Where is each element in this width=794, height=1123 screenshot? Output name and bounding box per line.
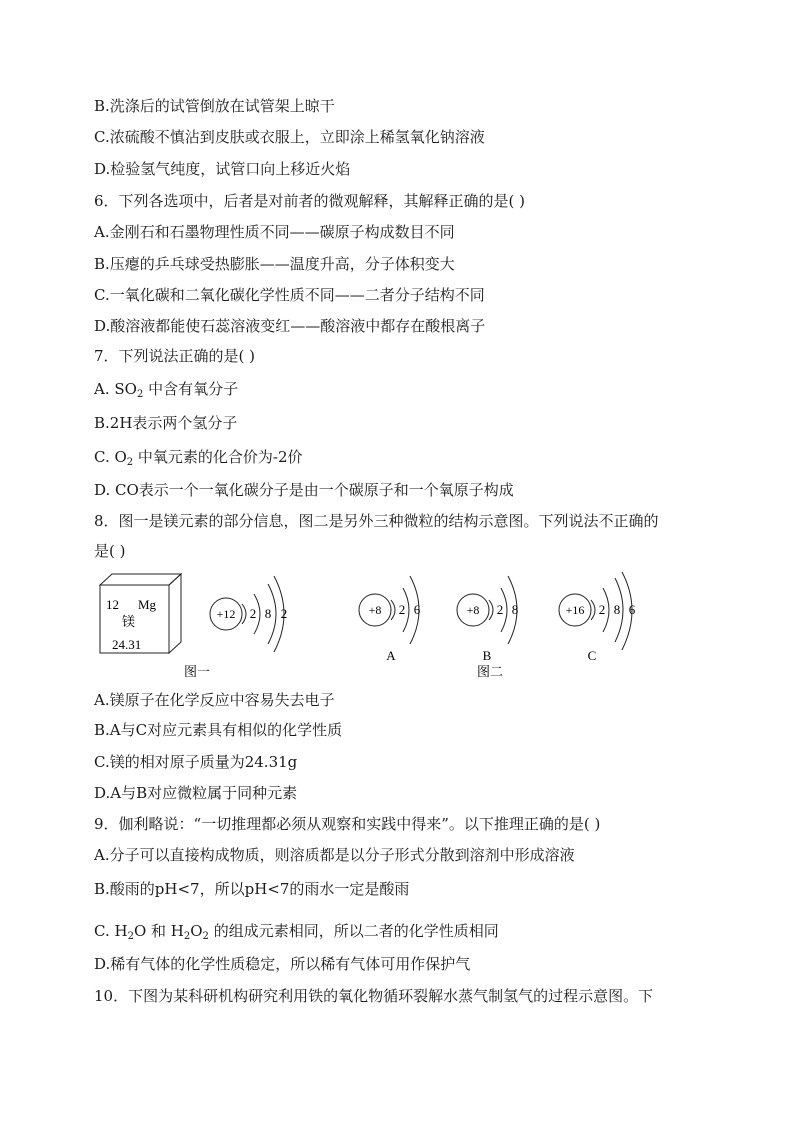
atomic-structure-figure [94,570,654,685]
option-7c [94,447,303,467]
particle-b-electrons-2: 8 [511,602,519,617]
element-number: 12 [106,597,119,612]
option-7a [94,379,238,399]
figure-1-caption: 图一 [183,665,211,680]
option-7c-prefix: C. O [94,448,127,466]
figure-2-caption: 图二 [476,665,504,680]
mg-electrons-2: 8 [264,606,272,621]
particle-c-shell-1 [591,600,595,620]
option-7a-prefix: A. SO [94,380,137,398]
question-10: 10．下图为某科研机构研究利用铁的氧化物循环裂解水蒸气制氢气的过程示意图。下 [94,987,654,1005]
option-9c-sub-1: 2 [127,931,134,942]
particle-b-electrons-1: 2 [496,602,504,617]
option-7b: B.2H表示两个氢分子 [94,414,238,432]
element-mass: 24.31 [112,637,142,652]
particle-c-electrons-3: 6 [628,602,636,617]
option-8b: B.A与C对应元素具有相似的化学性质 [94,721,343,739]
particle-b-diagram [457,576,518,663]
option-8d: D.A与B对应微粒属于同种元素 [94,784,298,802]
particle-a-shell-1 [391,600,395,620]
option-9c-text: 的组成元素相同，所以二者的化学性质相同 [208,922,499,940]
question-6: 6．下列各选项中，后者是对前者的微观解释，其解释正确的是( ) [94,192,526,210]
particle-b-charge: +8 [466,603,480,617]
particle-c-electrons-2: 8 [613,602,621,617]
option-7d: D. CO表示一个一氧化碳分子是由一个碳原子和一个氧原子构成 [94,481,514,499]
option-8a: A.镁原子在化学反应中容易失去电子 [94,691,335,709]
question-7: 7．下列说法正确的是( ) [94,347,256,365]
option-9c-sub-2: 2 [183,931,191,942]
particle-a-electrons-1: 2 [398,602,406,617]
mg-electrons-3: 2 [280,606,288,621]
particle-b-shell-1 [489,600,493,620]
element-name: 镁 [122,614,136,629]
particle-c-diagram [559,572,636,663]
particle-b-label: B [482,648,492,663]
particle-c-label: C [587,648,597,663]
option-6b: B.压瘪的乒乓球受热膨胀——温度升高，分子体积变大 [94,255,455,273]
option-6a: A.金刚石和石墨物理性质不同——碳原子构成数目不同 [94,223,455,241]
particle-a-label: A [386,648,396,663]
element-symbol: Mg [138,597,157,612]
particle-a-diagram [359,576,421,663]
mg-nucleus-charge: +12 [216,607,236,621]
option-9c-mid-1: O 和 H [133,922,184,940]
option-9c-prefix: C. H [94,922,128,940]
particle-a-charge: +8 [368,603,382,617]
option-7a-text: 中含有氧分子 [143,380,239,398]
mg-shell-1 [242,604,246,624]
question-8-line1: 8．图一是镁元素的部分信息，图二是另外三种微粒的结构示意图。下列说法不正确的 [94,512,659,530]
option-7c-subscript: 2 [126,457,134,468]
option-9c [94,921,499,941]
mg-electrons-1: 2 [249,606,257,621]
option-6c: C.一氧化碳和二氧化碳化学性质不同——二者分子结构不同 [94,286,485,304]
option-9c-mid-2: O [190,922,203,940]
question-8-line2: 是( ) [94,542,126,560]
option-5b: B.洗涤后的试管倒放在试管架上晾干 [94,97,335,115]
mg-atom-diagram [210,576,287,652]
option-8c: C.镁的相对原子质量为24.31g [94,753,298,771]
option-6d: D.酸溶液都能使石蕊溶液变红——酸溶液中都存在酸根离子 [94,317,486,335]
option-9b: B.酸雨的pH<7，所以pH<7的雨水一定是酸雨 [94,880,410,898]
option-7a-subscript: 2 [136,389,144,400]
particle-a-electrons-2: 6 [413,602,421,617]
particle-c-electrons-1: 2 [598,602,606,617]
option-9a: A.分子可以直接构成物质，则溶质都是以分子形式分散到溶剂中形成溶液 [94,846,575,864]
option-9c-sub-3: 2 [202,931,209,942]
option-9d: D.稀有气体的化学性质稳定，所以稀有气体可用作保护气 [94,955,471,973]
particle-c-charge: +16 [565,603,585,617]
question-9: 9．伽利略说：“一切推理都必须从观察和实践中得来”。以下推理正确的是( ) [94,815,601,833]
option-5c: C.浓硫酸不慎沾到皮肤或衣服上，立即涂上稀氢氧化钠溶液 [94,128,485,146]
option-7c-text: 中氧元素的化合价为-2价 [133,448,303,466]
option-5d: D.检验氢气纯度，试管口向上移近火焰 [94,160,351,178]
